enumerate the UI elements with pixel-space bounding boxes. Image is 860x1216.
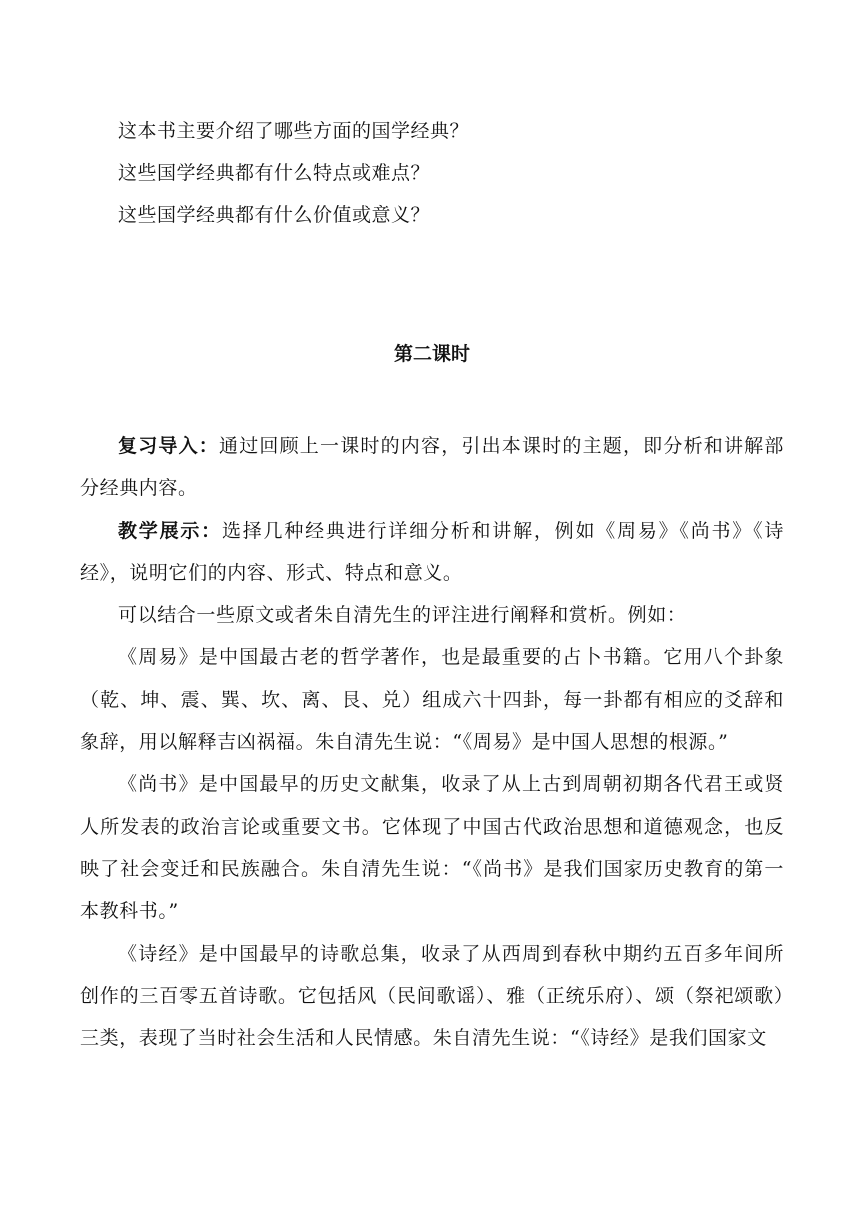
lesson-body [80,425,784,1059]
intro-paragraph: 可以结合一些原文或者朱自清先生的评注进行阐释和赏析。例如： [118,604,687,627]
demo-text: 选择几种经典进行详细分析和讲解，例如《周易》《尚书》《诗经》，说明它们的内容、形式、特点和意义。 [80,519,784,584]
shangshu-paragraph: 《尚书》是中国最早的历史文献集，收录了从上古到周朝初期各代君王或贤人所发表的政治言论或重要文书。它体现了中国古代政治思想和道德观念，也反映了社会变迁和民族融合。朱自清先生说：“《尚书》是我们国家历史教育的第一本教科书。” [80,773,784,923]
demo-paragraph [80,510,784,595]
review-paragraph [80,425,784,510]
review-text: 通过回顾上一课时的内容，引出本课时的主题，即分析和讲解部分经典内容。 [80,435,784,500]
zhouyi-paragraph: 《周易》是中国最古老的哲学著作，也是最重要的占卜书籍。它用八个卦象（乾、坤、震、巽、坎、离、艮、兑）组成六十四卦，每一卦都有相应的爻辞和象辞，用以解释吉凶祸福。朱自清先生说：“《周易》是中国人思想的根源。” [80,646,784,754]
shijing-paragraph: 《诗经》是中国最早的诗歌总集，收录了从西周到春秋中期约五百多年间所创作的三百零五首诗歌。它包括风（民间歌谣）、雅（正统乐府）、颂（祭祀颂歌）三类，表现了当时社会生活和人民情感。朱自清先生说：“《诗经》是我们国家文 [80,942,784,1050]
section-title: 第二课时 [393,343,470,365]
review-label: 复习导入： [118,435,219,457]
document-page [80,110,784,1050]
demo-label: 教学展示： [118,519,222,542]
question-line: 这些国学经典都有什么特点或难点？ [118,162,431,184]
question-line: 这些国学经典都有什么价值或意义？ [118,204,431,226]
question-line: 这本书主要介绍了哪些方面的国学经典？ [118,120,470,142]
